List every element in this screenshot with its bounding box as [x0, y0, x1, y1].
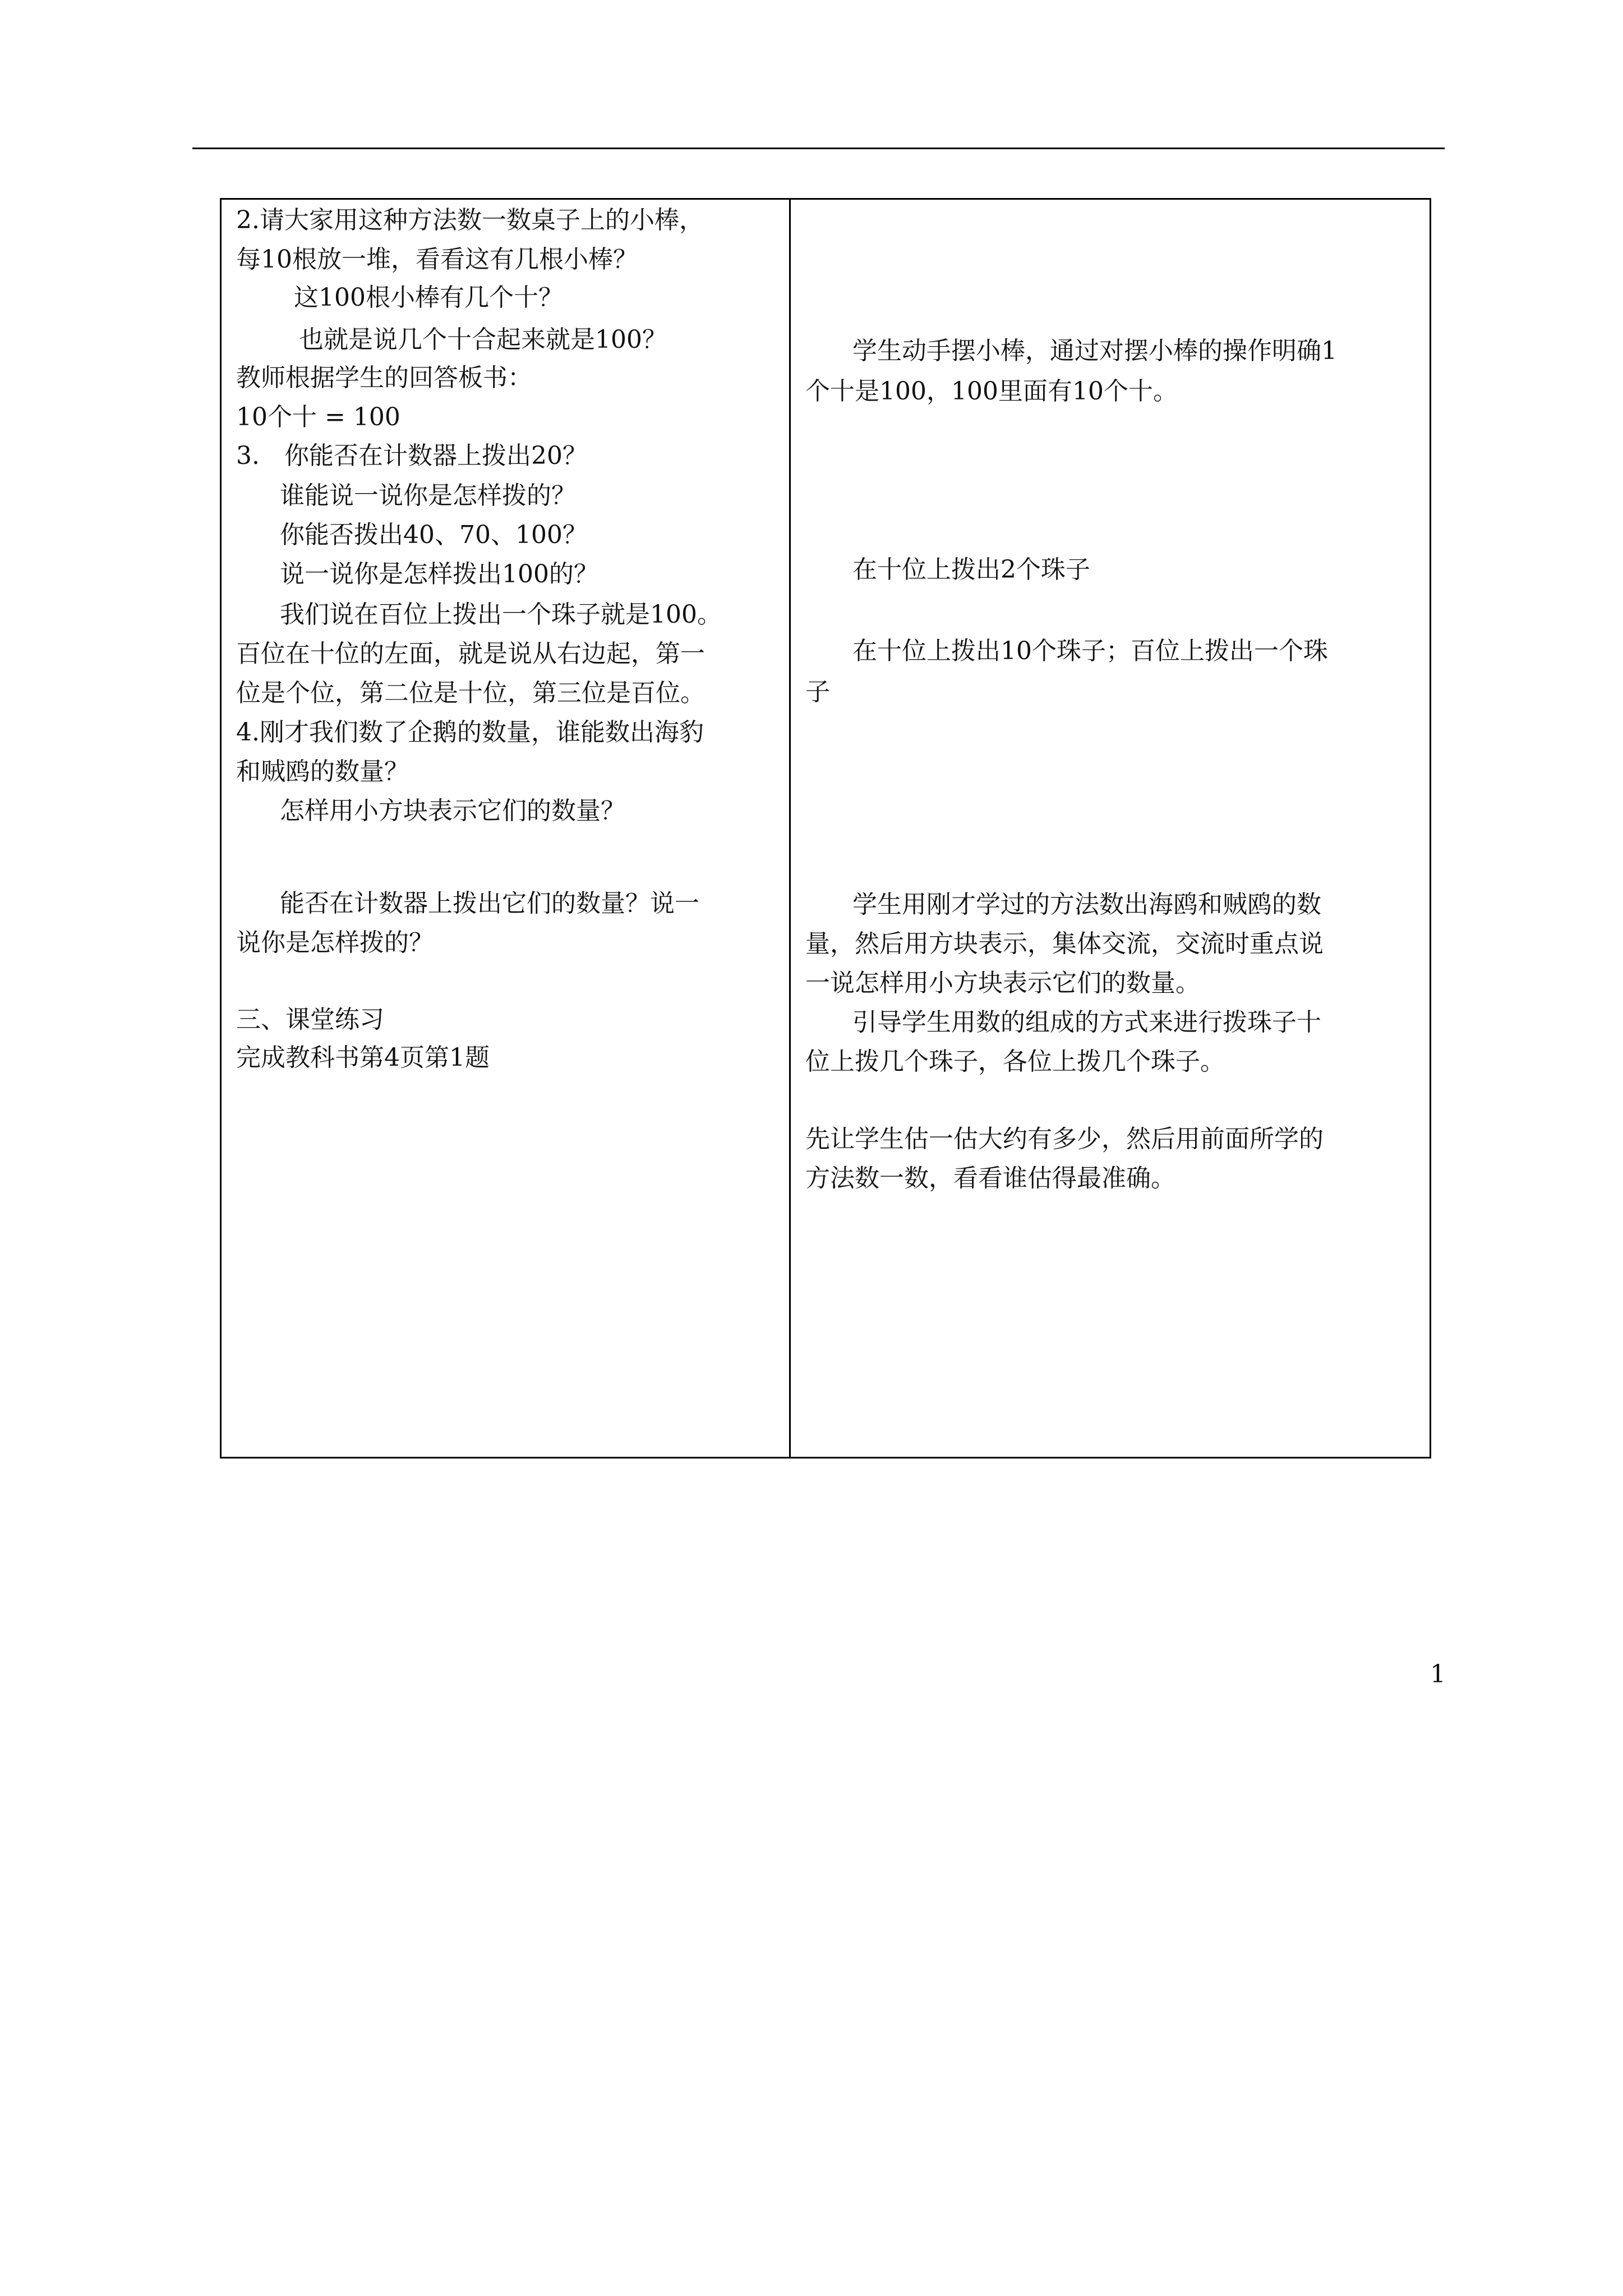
text-line: 三、课堂练习	[236, 1005, 384, 1034]
text-line: 10个十 = 100	[236, 403, 400, 431]
text-line: 先让学生估一估大约有多少，然后用前面所学的	[805, 1125, 1324, 1153]
text-line: 学生用刚才学过的方法数出海鸥和贼鸥的数	[852, 890, 1321, 919]
teacher-activity-cell	[222, 200, 789, 1457]
text-line: 也就是说几个十合起来就是100？	[299, 325, 667, 354]
text-line: 子	[805, 678, 830, 706]
text-line: 位上拨几个珠子，各位上拨几个珠子。	[805, 1047, 1225, 1076]
page-number: 1	[1430, 1660, 1446, 1688]
text-line: 这100根小棒有几个十？	[294, 283, 563, 312]
text-line: 百位在十位的左面，就是说从右边起，第一	[236, 639, 705, 668]
lesson-plan-table	[220, 198, 1431, 1458]
text-line: 说一说你是怎样拨出100的？	[280, 560, 598, 588]
text-line: 谁能说一说你是怎样拨的？	[280, 481, 576, 510]
text-line: 3. 你能否在计数器上拨出20？	[236, 441, 587, 470]
text-line: 我们说在百位上拨出一个珠子就是100。	[280, 600, 722, 629]
text-line: 每10根放一堆，看看这有几根小棒？	[236, 245, 638, 274]
text-line: 完成教科书第4页第1题	[236, 1043, 490, 1072]
text-line: 学生动手摆小棒，通过对摆小棒的操作明确1	[852, 337, 1337, 365]
text-line: 4.刚才我们数了企鹅的数量，谁能数出海豹	[236, 718, 704, 747]
text-line: 个十是100，100里面有10个十。	[805, 377, 1178, 406]
text-line: 能否在计数器上拨出它们的数量？说一	[280, 889, 699, 918]
text-line: 怎样用小方块表示它们的数量？	[280, 797, 625, 825]
text-line: 说你是怎样拨的？	[236, 928, 434, 957]
text-line: 量，然后用方块表示，集体交流，交流时重点说	[805, 930, 1324, 958]
text-line: 你能否拨出40、70、100？	[280, 521, 587, 549]
text-line: 教师根据学生的回答板书：	[236, 364, 532, 392]
text-line: 在十位上拨出10个珠子；百位上拨出一个珠	[852, 637, 1328, 665]
header-rule	[192, 148, 1445, 149]
text-line: 位是个位，第二位是十位，第三位是百位。	[236, 679, 705, 707]
text-line: 方法数一数，看看谁估得最准确。	[805, 1164, 1175, 1193]
text-line: 引导学生用数的组成的方式来进行拨珠子十	[852, 1008, 1321, 1037]
student-activity-cell	[791, 200, 1430, 1457]
text-line: 和贼鸥的数量？	[236, 757, 409, 786]
text-line: 2.请大家用这种方法数一数桌子上的小棒，	[236, 206, 704, 234]
text-line: 在十位上拨出2个珠子	[852, 555, 1090, 584]
text-line: 一说怎样用小方块表示它们的数量。	[805, 969, 1200, 997]
